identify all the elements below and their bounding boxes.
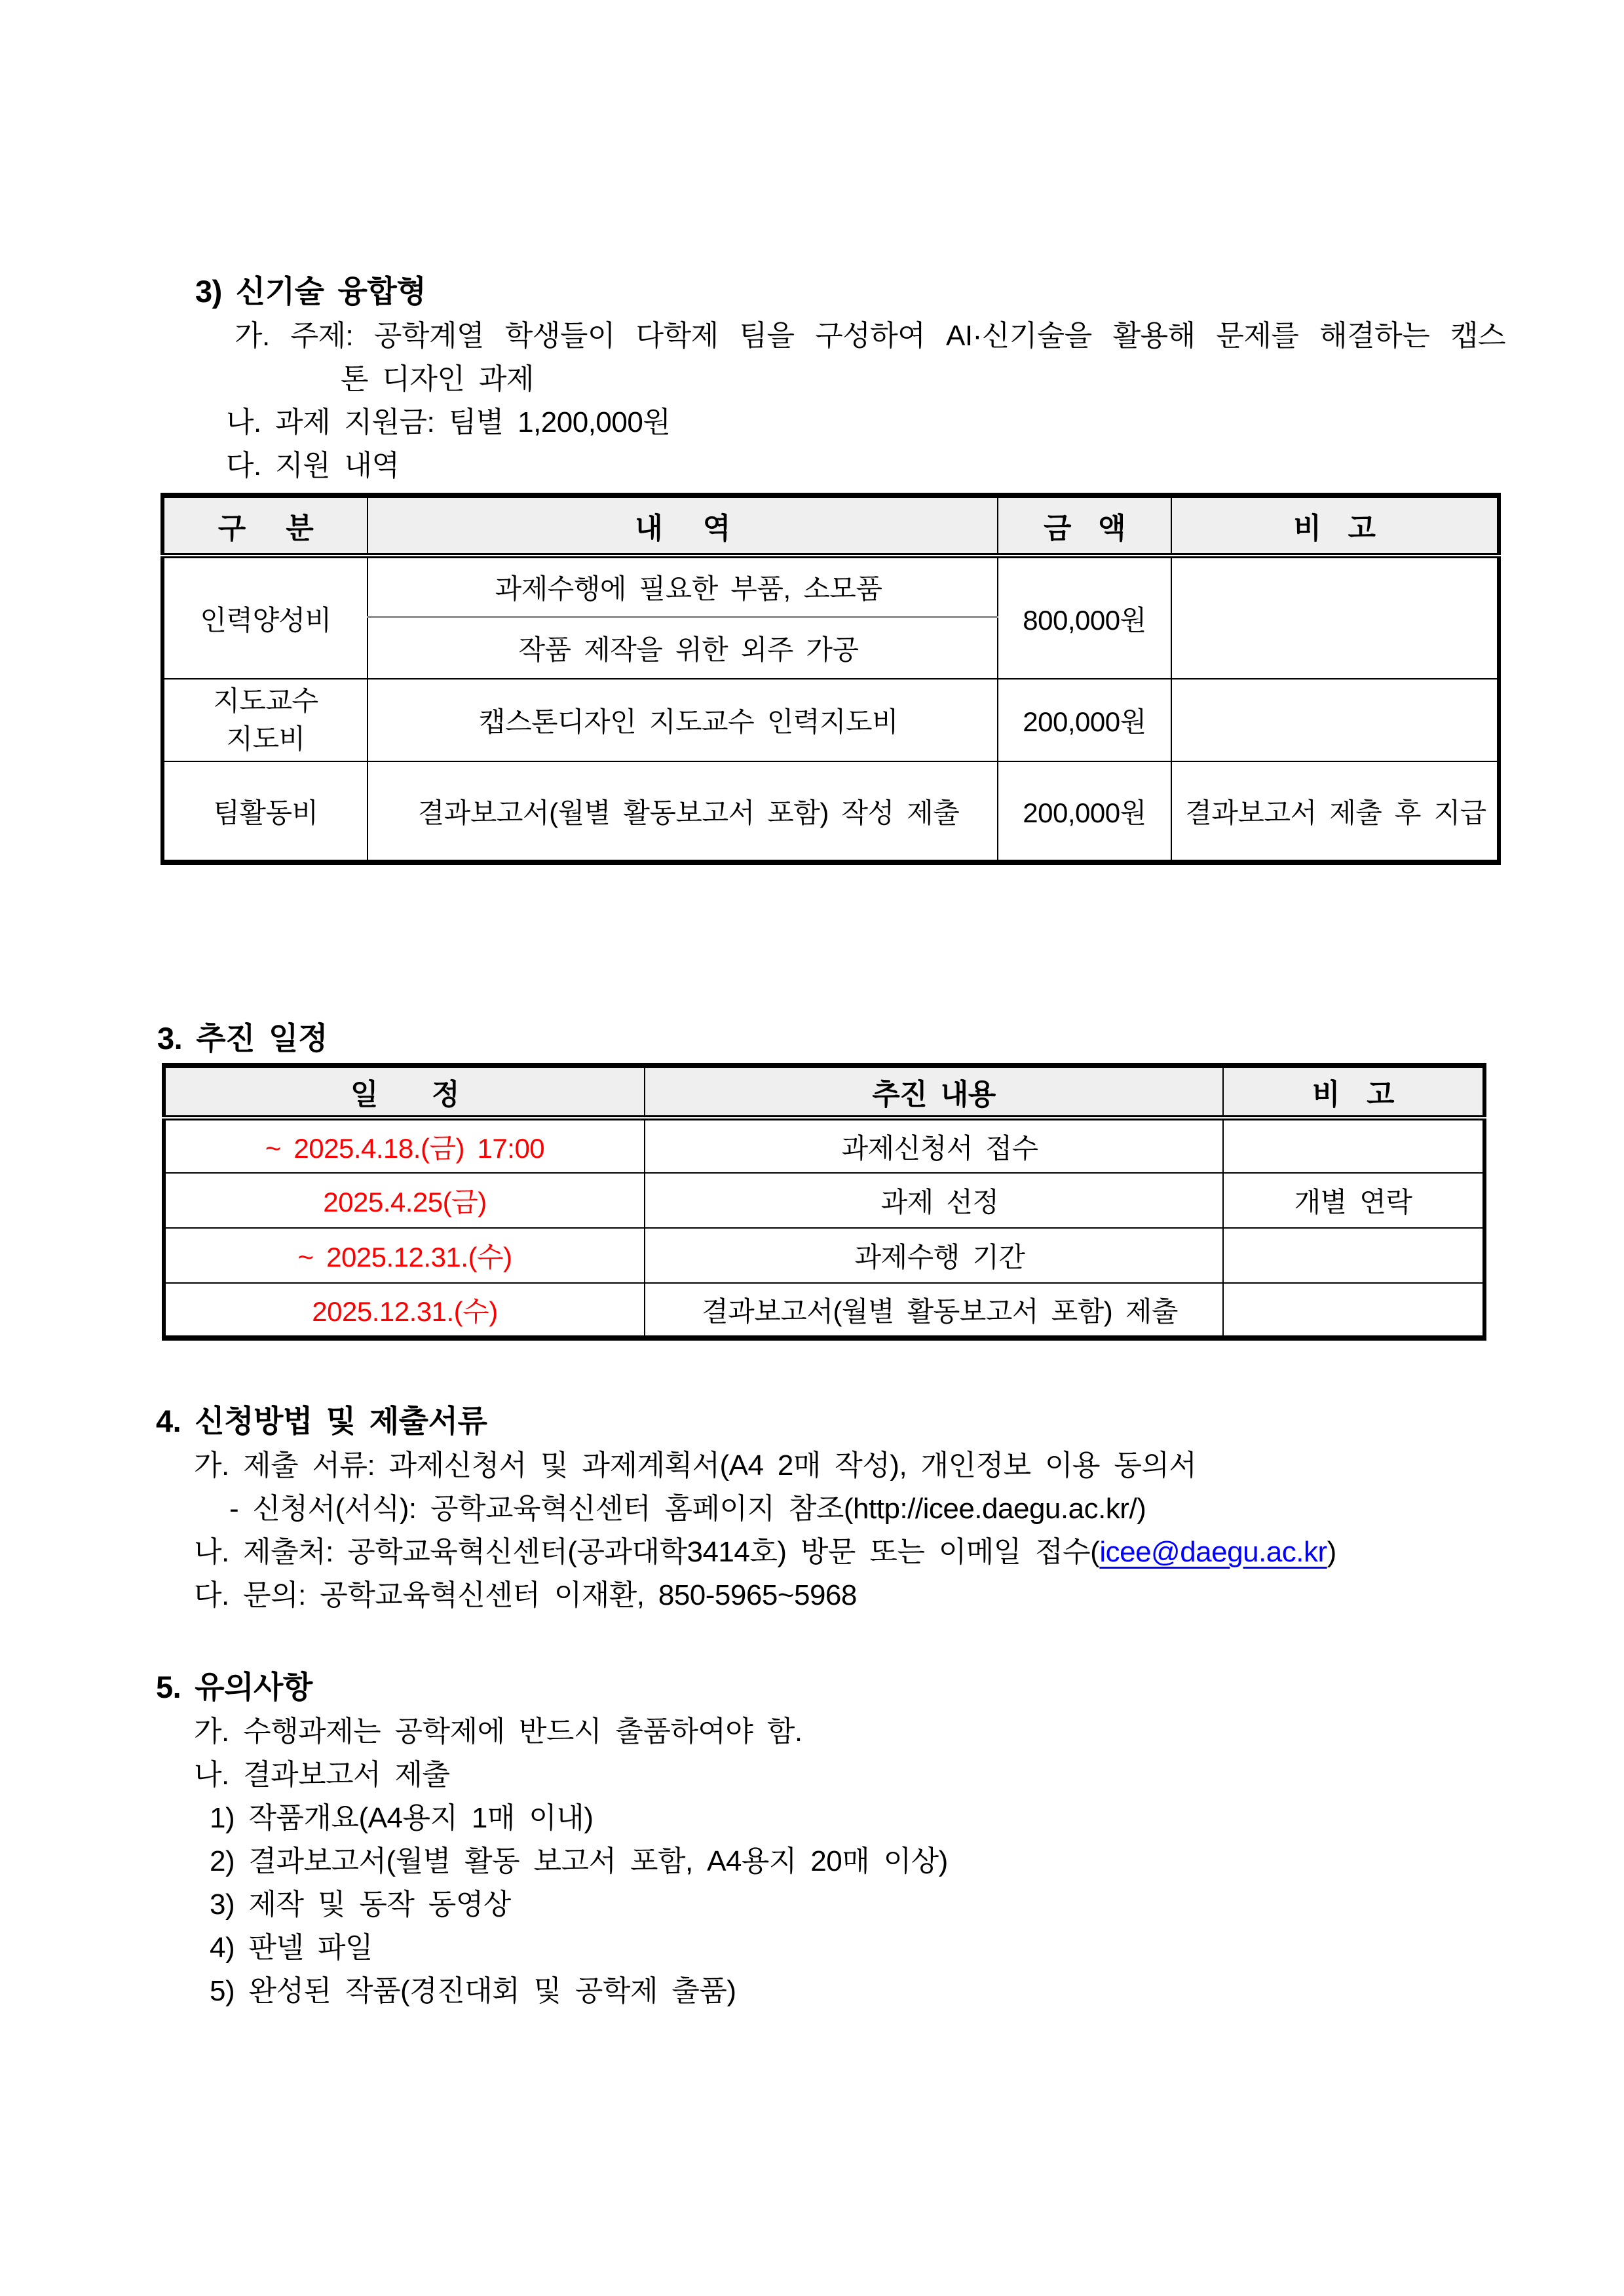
content-cell: 과제 선정 [645, 1173, 1223, 1228]
schedule-row-report [164, 1283, 1484, 1338]
support-table [161, 493, 1501, 865]
support-row-team-activity [162, 761, 1499, 862]
note-cell: 개별 연락 [1223, 1173, 1484, 1228]
submission-text-prefix: 나. 제출처: 공학교육혁신센터(공과대학3414호) 방문 또는 이메일 접수( [194, 1536, 1100, 1568]
topic-line-1: 가. 주제: 공학계열 학생들이 다학제 팀을 구성하여 AI·신기술을 활용해 문제를 해결하는 캡스 [235, 320, 1505, 352]
content-cell: 결과보고서(월별 활동보고서 포함) 제출 [645, 1283, 1223, 1338]
notes-section-heading: 5. 유의사항 [156, 1670, 312, 1704]
note-cell [1171, 679, 1499, 761]
schedule-header-date: 일 정 [164, 1065, 645, 1118]
content-cell: 과제수행 기간 [645, 1228, 1223, 1283]
amount-cell: 200,000원 [998, 761, 1171, 862]
support-header-detail: 내 역 [368, 495, 998, 556]
note-cell [1171, 556, 1499, 679]
note-cell: 결과보고서 제출 후 지급 [1171, 761, 1499, 862]
schedule-table-header-row [164, 1065, 1484, 1118]
date-cell: ~ 2025.12.31.(수) [164, 1228, 645, 1283]
schedule-row-execution [164, 1228, 1484, 1283]
application-section-heading: 4. 신청방법 및 제출서류 [156, 1404, 487, 1438]
support-row-advisor-fee [162, 679, 1499, 761]
detail-cell: 과제수행에 필요한 부품, 소모품 [368, 556, 998, 617]
application-item-documents: 가. 제출 서류: 과제신청서 및 과제계획서(A4 2매 작성), 개인정보 이용 동의서 [194, 1449, 1197, 1482]
schedule-header-note: 비 고 [1223, 1065, 1484, 1118]
detail-cell: 결과보고서(월별 활동보고서 포함) 작성 제출 [368, 761, 998, 862]
support-header-amount: 금 액 [998, 495, 1171, 556]
submission-text-suffix: ) [1327, 1536, 1336, 1568]
notes-subitem-video: 3) 제작 및 동작 동영상 [210, 1888, 511, 1921]
category-line-2: 지도비 [226, 723, 305, 754]
notes-subitem-overview: 1) 작품개요(A4용지 1매 이내) [210, 1802, 594, 1834]
note-cell [1223, 1228, 1484, 1283]
amount-cell: 800,000원 [998, 556, 1171, 679]
detail-cell: 작품 제작을 위한 외주 가공 [368, 617, 998, 679]
category-cell [162, 679, 368, 761]
schedule-row-application [164, 1118, 1484, 1173]
application-item-contact: 다. 문의: 공학교육혁신센터 이재환, 850-5965~5968 [194, 1579, 857, 1611]
support-header-note: 비 고 [1171, 495, 1499, 556]
notes-subitem-panel: 4) 판넬 파일 [210, 1932, 373, 1964]
application-item-submission [194, 1533, 1336, 1571]
date-cell: 2025.4.25(금) [164, 1173, 645, 1228]
amount-cell: 200,000원 [998, 679, 1171, 761]
support-table-header-row [162, 495, 1499, 556]
notes-item-report-submission: 나. 결과보고서 제출 [194, 1759, 450, 1791]
note-cell [1223, 1283, 1484, 1338]
schedule-section-heading: 3. 추진 일정 [157, 1021, 328, 1056]
notes-subitem-report: 2) 결과보고서(월별 활동 보고서 포함, A4용지 20매 이상) [210, 1845, 948, 1877]
content-cell: 과제신청서 접수 [645, 1118, 1223, 1173]
category-cell: 인력양성비 [162, 556, 368, 679]
category-cell: 팀활동비 [162, 761, 368, 862]
support-header-category: 구 분 [162, 495, 368, 556]
notes-item-exhibition: 가. 수행과제는 공학제에 반드시 출품하여야 함. [194, 1715, 803, 1748]
date-cell: 2025.12.31.(수) [164, 1283, 645, 1338]
support-detail-line: 다. 지원 내역 [226, 450, 400, 482]
notes-subitem-final-work: 5) 완성된 작품(경진대회 및 공학제 출품) [210, 1975, 736, 2007]
schedule-header-content: 추진 내용 [645, 1065, 1223, 1118]
detail-cell: 캡스톤디자인 지도교수 인력지도비 [368, 679, 998, 761]
date-cell: ~ 2025.4.18.(금) 17:00 [164, 1118, 645, 1173]
grant-line: 나. 과제 지원금: 팀별 1,200,000원 [226, 406, 671, 438]
schedule-table [162, 1063, 1486, 1341]
topic-line-2: 톤 디자인 과제 [341, 363, 534, 395]
category-line-1: 지도교수 [213, 685, 318, 716]
support-row-hr-development-a [162, 556, 1499, 617]
note-cell [1223, 1118, 1484, 1173]
application-item-form: - 신청서(서식): 공학교육혁신센터 홈페이지 참조(http://icee.daegu.ac.kr/) [229, 1493, 1146, 1525]
email-link[interactable]: icee@daegu.ac.kr [1099, 1536, 1327, 1568]
schedule-row-selection [164, 1173, 1484, 1228]
newtech-section-heading: 3) 신기술 융합형 [195, 274, 426, 309]
